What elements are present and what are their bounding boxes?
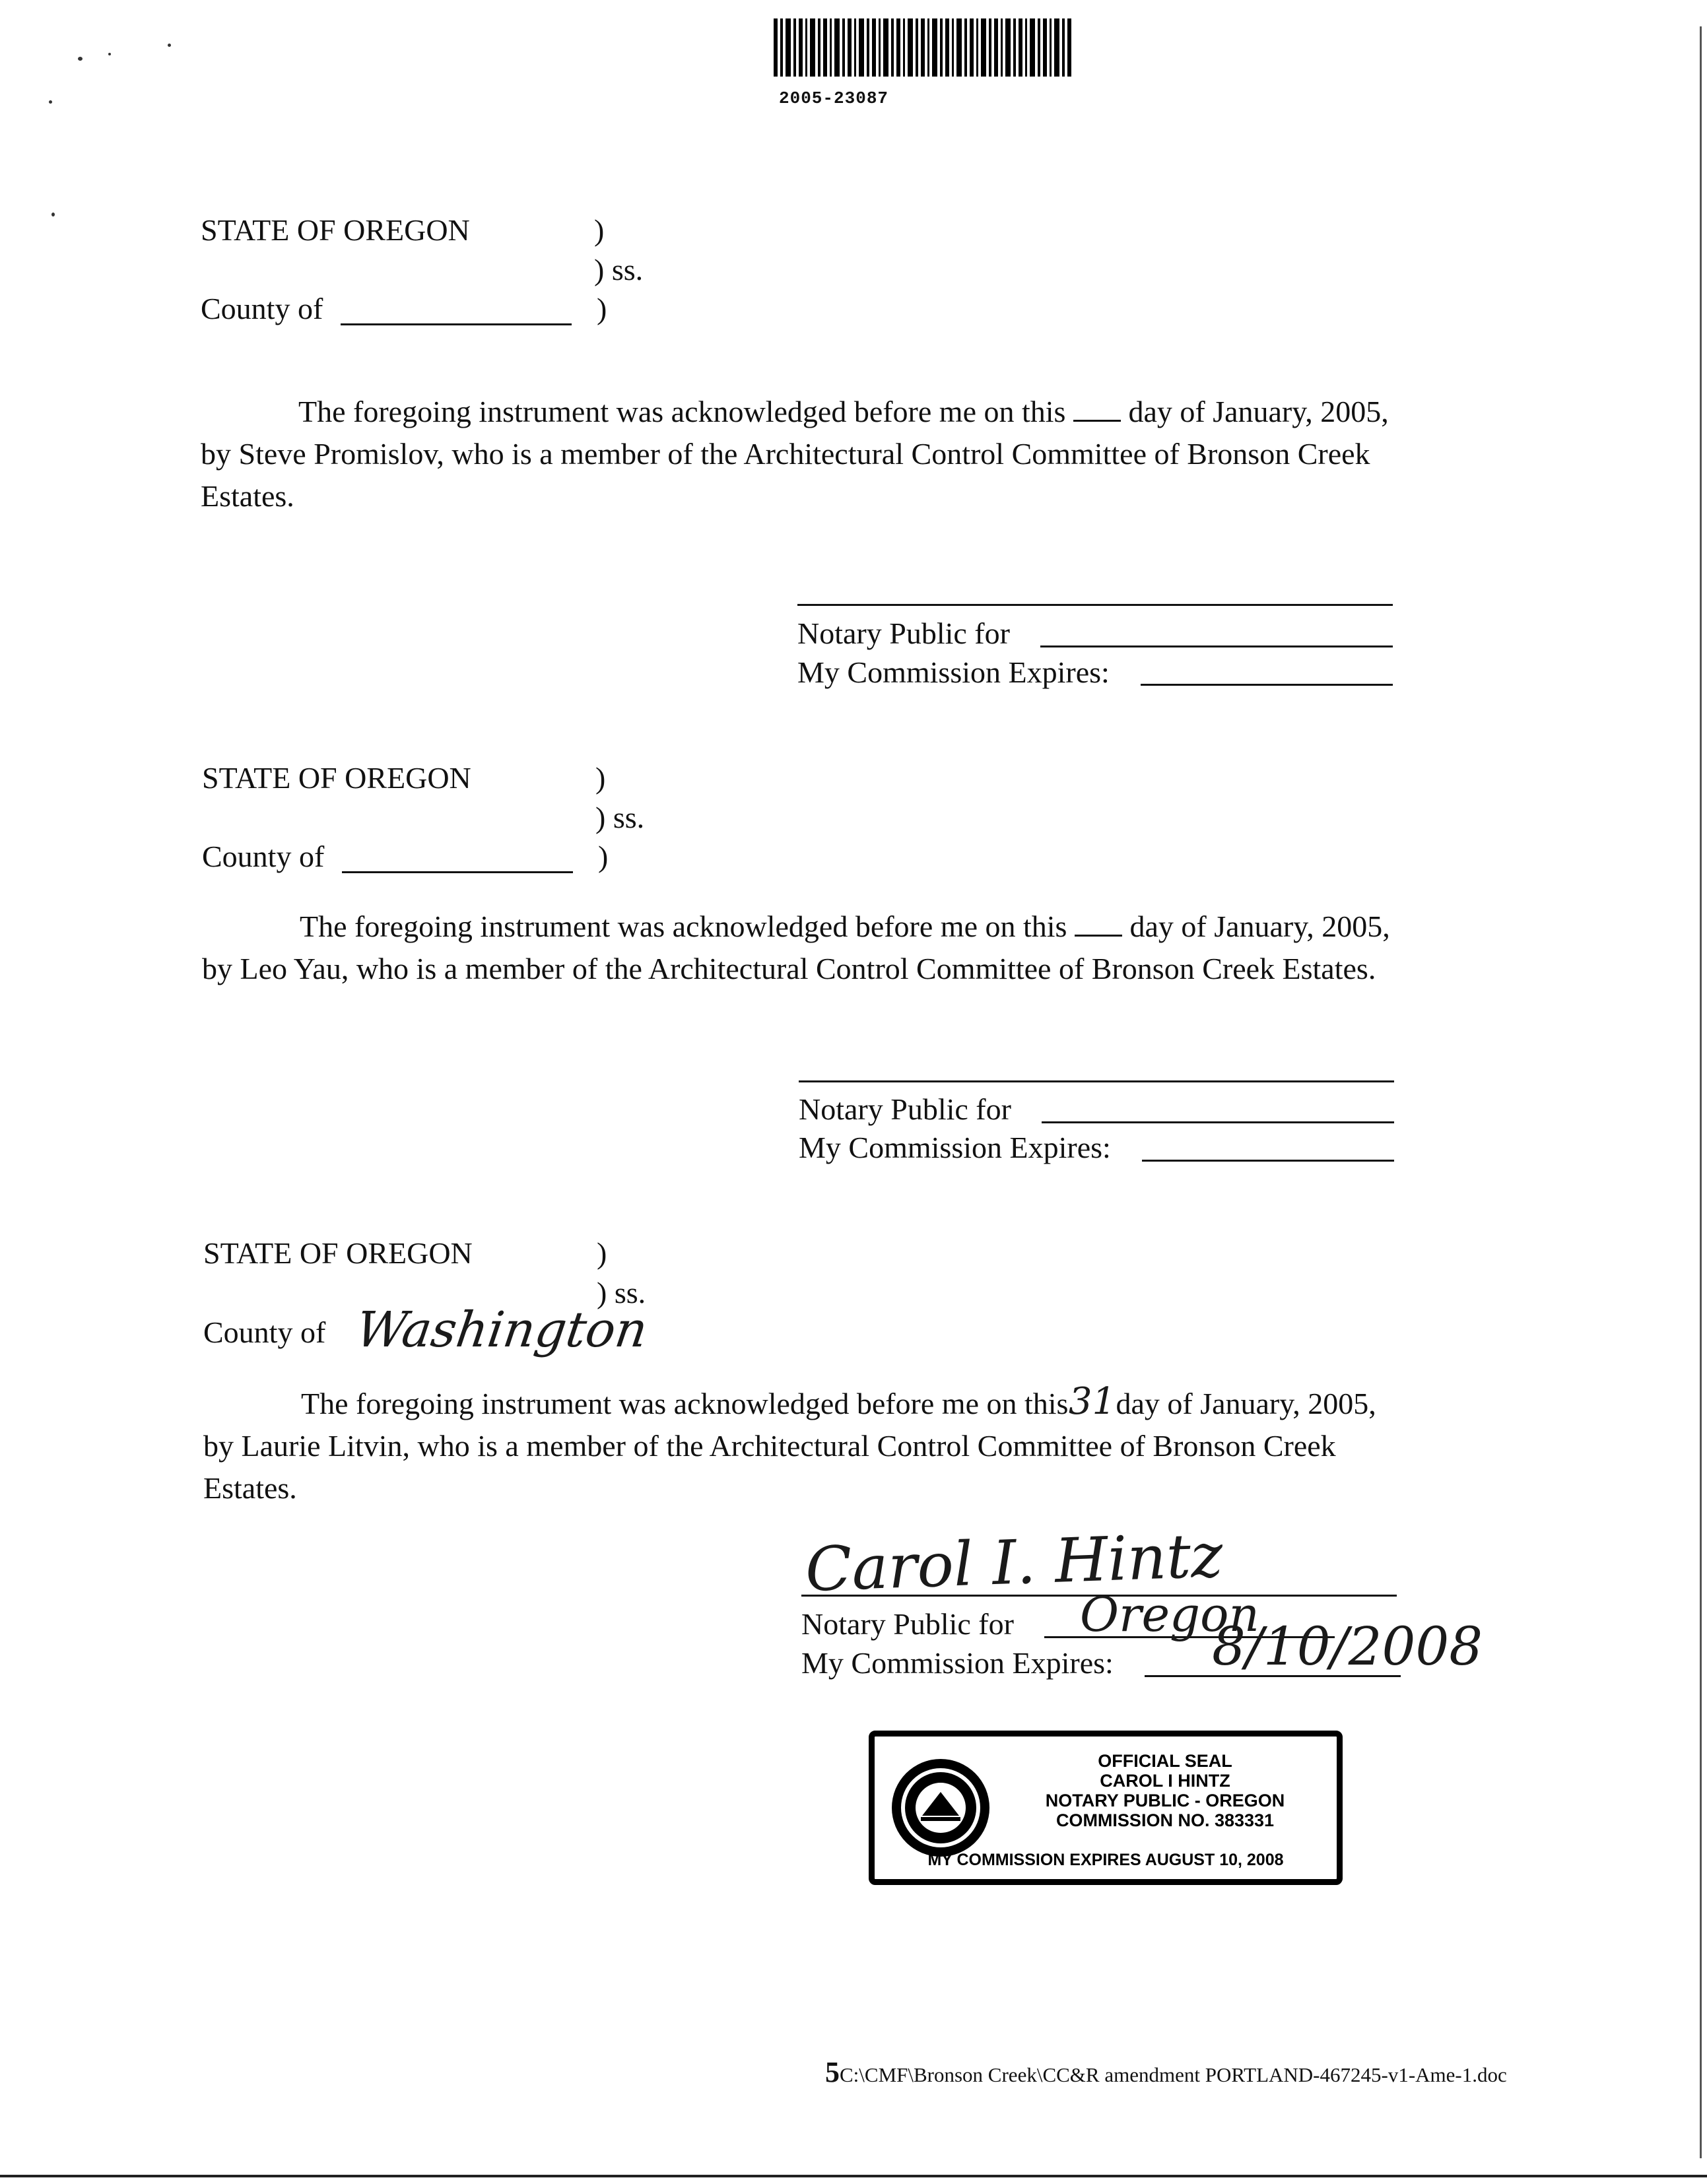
scan-speck xyxy=(49,100,52,104)
notary-public-label: Notary Public for xyxy=(801,1607,1014,1641)
commission-expires-label: My Commission Expires: xyxy=(799,1131,1111,1164)
county-label: County of xyxy=(203,1315,326,1349)
venue-paren: ) xyxy=(594,213,605,247)
commission-expires-label: My Commission Expires: xyxy=(797,655,1110,689)
scan-edge-bottom xyxy=(0,2175,1707,2177)
acknowledgment-paragraph xyxy=(203,1381,1376,1509)
ack-text: day of January, 2005, xyxy=(1129,910,1390,943)
notary-public-label: Notary Public for xyxy=(797,616,1010,650)
county-blank-line xyxy=(342,871,573,873)
venue-paren: ) xyxy=(597,292,607,325)
scan-speck xyxy=(51,213,55,216)
expires-blank-line xyxy=(1141,684,1393,686)
county-label: County of xyxy=(201,292,323,325)
state-seal-emblem xyxy=(889,1756,992,1859)
signature-line xyxy=(799,1080,1394,1082)
ack-text: The foregoing instrument was acknowledged before me on this xyxy=(298,395,1066,428)
county-label: County of xyxy=(202,840,325,873)
ack-text: Estates. xyxy=(201,479,294,513)
official-notary-seal xyxy=(869,1731,1343,1885)
day-handwritten: 31 xyxy=(1068,1380,1116,1423)
commission-expires-handwritten: 8/10/2008 xyxy=(1212,1616,1483,1677)
notary-public-label: Notary Public for xyxy=(799,1092,1011,1126)
scan-speck xyxy=(78,57,83,61)
notary-blank-line xyxy=(1040,645,1393,647)
expires-blank-line xyxy=(1142,1160,1394,1162)
ack-text: The foregoing instrument was acknowledged before me on this xyxy=(300,910,1067,943)
venue-ss: ) ss. xyxy=(594,253,644,286)
barcode xyxy=(774,17,1073,78)
day-blank xyxy=(1075,908,1122,937)
venue-ss: ) ss. xyxy=(595,801,645,834)
state-heading: STATE OF OREGON xyxy=(203,1236,473,1270)
day-blank xyxy=(1073,393,1121,422)
venue-paren: ) xyxy=(597,1236,607,1270)
state-heading: STATE OF OREGON xyxy=(201,213,470,247)
scan-speck xyxy=(168,44,171,47)
county-handwritten: Washington xyxy=(352,1302,652,1358)
seal-name: CAROL I HINTZ xyxy=(1100,1771,1230,1791)
ack-text: day of January, 2005, xyxy=(1128,395,1389,428)
venue-ss: ) ss. xyxy=(597,1276,646,1309)
file-path: C:\CMF\Bronson Creek\CC&R amendment PORTLAND-467245-v1-Ame-1.doc xyxy=(840,2063,1507,2086)
barcode-number: 2005-23087 xyxy=(779,88,889,108)
acknowledgment-paragraph xyxy=(201,391,1389,517)
ack-text: by Leo Yau, who is a member of the Architectural Control Committee of Bronson Creek Estates. xyxy=(202,952,1376,985)
ack-text: by Steve Promislov, who is a member of the Architectural Control Committee of Bronson Creek xyxy=(201,437,1370,471)
seal-title: OFFICIAL SEAL xyxy=(1098,1751,1232,1771)
seal-commission-number: COMMISSION NO. 383331 xyxy=(1055,1810,1275,1830)
page-number: 5 xyxy=(825,2056,840,2088)
venue-paren: ) xyxy=(598,840,609,873)
ack-text: The foregoing instrument was acknowledged before me on this xyxy=(301,1387,1069,1420)
venue-paren: ) xyxy=(595,761,606,795)
commission-expires-label: My Commission Expires: xyxy=(801,1646,1114,1680)
acknowledgment-paragraph xyxy=(202,906,1390,990)
notary-signature: Carol I. Hintz xyxy=(804,1519,1224,1606)
signature-line xyxy=(797,604,1393,606)
document-footer xyxy=(825,2055,1507,2089)
ack-text: day of January, 2005, xyxy=(1116,1387,1376,1420)
notary-public-handwritten: Oregon xyxy=(1080,1587,1259,1642)
seal-office: NOTARY PUBLIC - OREGON xyxy=(1045,1791,1285,1810)
scan-speck xyxy=(108,53,111,55)
ack-text: Estates. xyxy=(203,1471,297,1505)
seal-expiration: MY COMMISSION EXPIRES AUGUST 10, 2008 xyxy=(927,1851,1284,1869)
notary-blank-line xyxy=(1042,1121,1394,1123)
county-blank-line xyxy=(341,323,572,325)
scan-edge-right xyxy=(1700,26,1702,2158)
ack-text: by Laurie Litvin, who is a member of the Architectural Control Committee of Bronson Creek xyxy=(203,1429,1336,1463)
state-heading: STATE OF OREGON xyxy=(202,761,471,795)
